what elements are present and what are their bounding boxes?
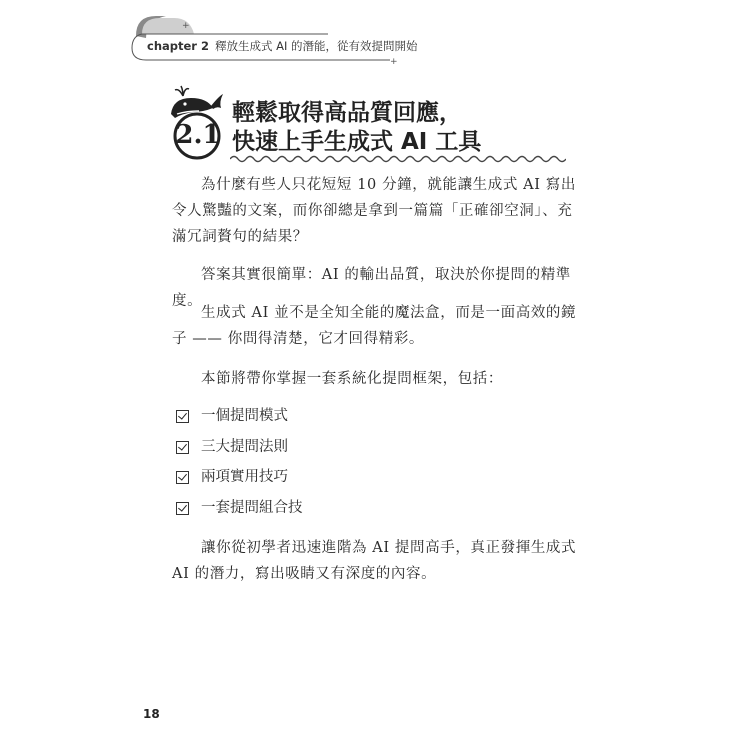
checklist-item-label: 三大提問法則: [201, 438, 288, 455]
section-title-line1: 輕鬆取得高品質回應，: [232, 100, 462, 126]
paragraph-intro: 為什麼有些人只花短短 10 分鐘，就能讓生成式 AI 寫出令人驚豔的文案，而你卻總是拿到一篇篇「正確卻空洞」、充滿冗詞贅句的結果？: [172, 177, 576, 245]
checklist-item: [176, 466, 303, 497]
chapter-header: [147, 37, 418, 55]
checklist-item: [176, 405, 303, 436]
checklist-item: [176, 497, 303, 528]
checklist-item-label: 一套提問組合技: [201, 499, 303, 516]
section-number: 2.1: [175, 120, 221, 150]
checked-box-icon: [176, 502, 189, 515]
chapter-title: 釋放生成式 AI 的潛能，從有效提問開始: [214, 39, 418, 53]
title-wave-divider: [230, 154, 566, 164]
checked-box-icon: [176, 471, 189, 484]
paragraph-framework: 本節將帶你掌握一套系統化提問框架，包括：: [201, 371, 503, 387]
checklist-item-label: 一個提問模式: [201, 408, 288, 424]
svg-text:+: +: [182, 21, 190, 31]
paragraph-answer: 答案其實很簡單：AI 的輸出品質，取決於你提問的精準度。: [172, 267, 571, 309]
chapter-label: chapter 2: [147, 39, 209, 53]
section-title-line2: 快速上手生成式 AI 工具: [232, 129, 482, 155]
checklist-item: [176, 436, 303, 467]
svg-text:+: +: [390, 57, 398, 66]
section-title: [232, 99, 481, 157]
paragraph-mirror: 生成式 AI 並不是全知全能的魔法盒，而是一面高效的鏡子 —— 你問得清楚，它才回得精彩。: [172, 305, 577, 347]
checked-box-icon: [176, 410, 189, 423]
page-number: 18: [143, 707, 160, 721]
paragraph-closing: 讓你從初學者迅速進階為 AI 提問高手，真正發揮生成式 AI 的潛力，寫出吸睛又有深度的內容。: [172, 540, 577, 582]
framework-checklist: [176, 405, 303, 527]
checklist-item-label: 兩項實用技巧: [201, 469, 288, 485]
checked-box-icon: [176, 441, 189, 454]
